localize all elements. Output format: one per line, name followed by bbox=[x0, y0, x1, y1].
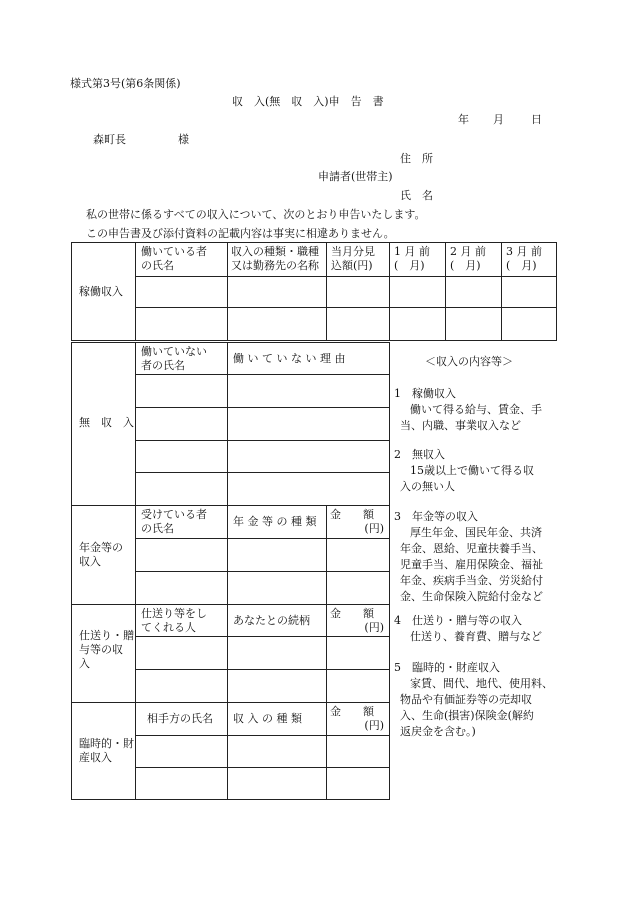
name-label: 氏 名 bbox=[400, 189, 433, 202]
contents-item-line: 働いて得る給与、賃金、手 bbox=[410, 403, 542, 416]
col-1-month-before: 1 月 前 ( 月) bbox=[394, 245, 430, 272]
col-temporary-type: 収 入 の 種 類 bbox=[233, 712, 302, 725]
section-divider bbox=[71, 604, 390, 605]
working-income-label: 稼働収入 bbox=[79, 285, 123, 298]
contents-item-line: 家賃、間代、地代、使用料、 bbox=[410, 677, 553, 690]
col-month-amount: 当月分見 込額(円) bbox=[331, 245, 375, 272]
applicant-label: 申請者(世帯主) bbox=[318, 170, 393, 183]
contents-item-title: 4 仕送り・贈与等の収入 bbox=[394, 614, 522, 627]
date-year-label: 年 bbox=[458, 113, 469, 126]
contents-item-line: 年金、疾病手当金、労災給付 bbox=[400, 574, 543, 587]
contents-item-line: 返戻金を含む。) bbox=[400, 725, 476, 738]
divider bbox=[326, 242, 327, 341]
form-number: 様式第3号(第6条関係) bbox=[70, 77, 181, 90]
contents-item-line: 当、内職、事業収入など bbox=[400, 419, 521, 432]
col-3-months-before: 3 月 前 ( 月) bbox=[506, 245, 542, 272]
divider bbox=[135, 407, 390, 408]
col-non-worker-name: 働いていない 者の氏名 bbox=[141, 345, 207, 372]
contents-item-line: 厚生年金、国民年金、共済 bbox=[410, 526, 542, 539]
divider bbox=[135, 440, 390, 441]
col-counterparty-name: 相手方の氏名 bbox=[147, 712, 213, 725]
contents-item-title: 3 年金等の収入 bbox=[394, 510, 478, 523]
contents-item-line: 15歳以上で働いて得る収 bbox=[410, 464, 534, 477]
contents-heading: ＜収入の内容等＞ bbox=[425, 355, 513, 368]
contents-item-line: 入、生命(損害)保険金(解約 bbox=[400, 709, 534, 722]
divider bbox=[135, 472, 390, 473]
divider bbox=[445, 242, 446, 341]
address-label: 住 所 bbox=[400, 152, 433, 165]
col-pension-amount: 金 額 (円) bbox=[330, 508, 384, 535]
col-income-type: 収入の種類・職種 又は勤務先の名称 bbox=[231, 245, 319, 272]
contents-item-title: 5 臨時的・財産収入 bbox=[394, 661, 500, 674]
divider bbox=[135, 735, 390, 736]
addressee: 森町長 bbox=[93, 133, 126, 146]
divider bbox=[501, 242, 502, 341]
contents-item-line: 年金、恩給、児童扶養手当、 bbox=[400, 542, 543, 555]
divider bbox=[135, 374, 390, 375]
divider bbox=[135, 307, 556, 308]
pension-label: 年金等の 収入 bbox=[79, 541, 123, 568]
divider bbox=[135, 767, 390, 768]
statement-2: この申告書及び添付資料の記載内容は事実に相違ありません。 bbox=[86, 227, 395, 240]
divider bbox=[326, 505, 327, 800]
col-reason: 働 い て い な い 理 由 bbox=[233, 352, 346, 365]
col-sender-name: 仕送り等をし てくれる人 bbox=[141, 607, 207, 634]
divider bbox=[135, 242, 136, 341]
contents-item-line: 仕送り、養育費、贈与など bbox=[410, 630, 542, 643]
contents-item-line: 入の無い人 bbox=[400, 480, 455, 493]
col-pension-type: 年 金 等 の 種 類 bbox=[233, 515, 317, 528]
contents-item-line: 金、生命保険入院給付金など bbox=[400, 590, 543, 603]
divider bbox=[389, 242, 390, 341]
divider bbox=[135, 669, 390, 670]
allowance-label: 仕送り・贈 与等の収 入 bbox=[79, 629, 134, 670]
col-2-months-before: 2 月 前 ( 月) bbox=[450, 245, 486, 272]
divider bbox=[135, 276, 556, 277]
contents-item-title: 2 無収入 bbox=[394, 448, 445, 461]
divider bbox=[227, 242, 228, 341]
divider bbox=[135, 636, 390, 637]
divider bbox=[135, 571, 390, 572]
col-temporary-amount: 金 額 (円) bbox=[330, 705, 384, 732]
contents-item-title: 1 稼働収入 bbox=[394, 387, 456, 400]
col-allowance-amount: 金 額 (円) bbox=[330, 607, 384, 634]
no-income-label: 無 収 入 bbox=[79, 416, 134, 429]
contents-item-line: 児童手当、雇用保険金、福祉 bbox=[400, 558, 543, 571]
date-day-label: 日 bbox=[531, 113, 542, 126]
addressee-suffix: 様 bbox=[178, 133, 189, 146]
temporary-income-label: 臨時的・財 産収入 bbox=[79, 737, 134, 764]
section-divider bbox=[71, 702, 390, 703]
page-title: 収 入(無 収 入)申 告 書 bbox=[232, 95, 384, 108]
statement-1: 私の世帯に係るすべての収入について、次のとおり申告いたします。 bbox=[86, 208, 426, 221]
col-relationship: あなたとの続柄 bbox=[233, 614, 310, 627]
divider bbox=[135, 538, 390, 539]
col-worker-name: 働いている者 の氏名 bbox=[141, 245, 207, 272]
section-divider bbox=[71, 505, 390, 506]
date-month-label: 月 bbox=[493, 113, 504, 126]
contents-item-line: 物品や有価証券等の売却収 bbox=[400, 693, 532, 706]
col-recipient-name: 受けている者 の氏名 bbox=[141, 508, 207, 535]
